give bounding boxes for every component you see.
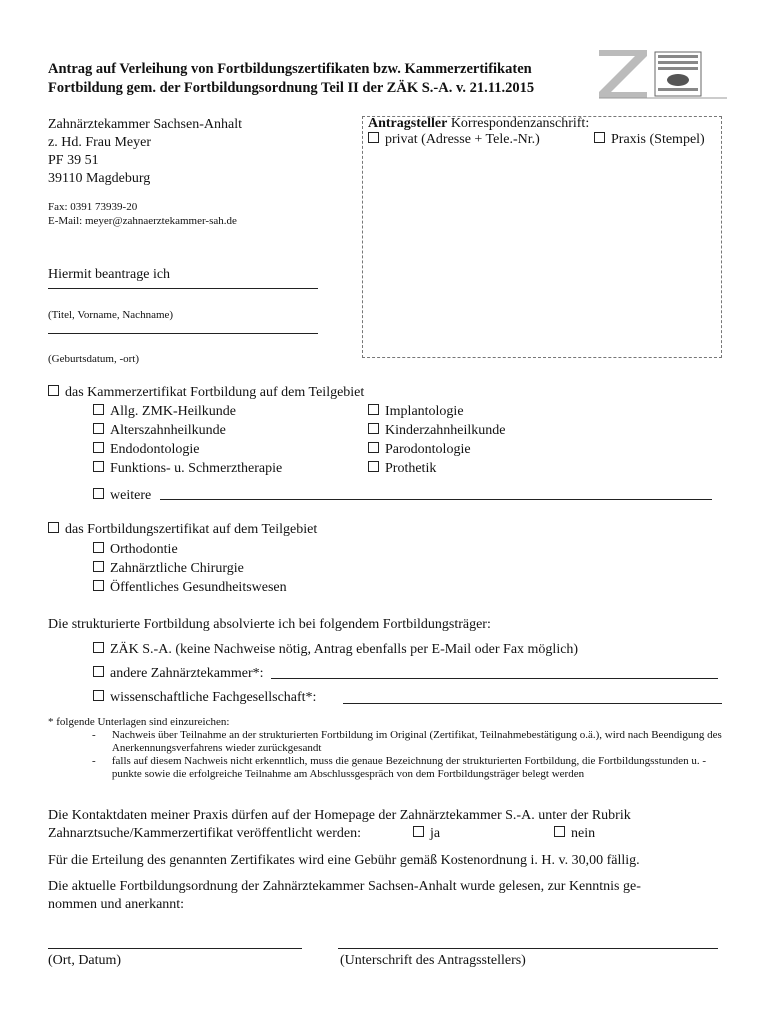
provider-zak[interactable] bbox=[93, 642, 578, 658]
place-date-line[interactable] bbox=[48, 948, 302, 949]
provider-society[interactable] bbox=[93, 690, 316, 706]
area-paro[interactable] bbox=[368, 442, 471, 458]
checkbox[interactable] bbox=[93, 423, 104, 434]
provider-other-chamber[interactable] bbox=[93, 666, 264, 682]
signature-line[interactable] bbox=[338, 948, 718, 949]
title-line-2: Fortbildung gem. der Fortbildungsordnung Teil II der ZÄK S.-A. v. 21.11.2015 bbox=[48, 80, 535, 96]
publish-yes-label: ja bbox=[430, 826, 441, 841]
address-line: 39110 Magdeburg bbox=[48, 171, 151, 186]
fax-number: Fax: 0391 73939-20 bbox=[48, 201, 138, 213]
address-line: Zahnärztekammer Sachsen-Anhalt bbox=[48, 117, 242, 132]
other-chamber-line[interactable] bbox=[271, 678, 718, 679]
note-bullet-text: Nachweis über Teilnahme an der strukturierten Fortbildung im Original (Zertifikat, Teilnahmebestätigung o.ä.), wird nach Beendigung des Anerkennungsverfahrens wieder zurückgesandt bbox=[111, 729, 722, 754]
area-prothetik[interactable] bbox=[368, 461, 436, 477]
applicant-stamp-box[interactable] bbox=[362, 116, 722, 358]
email-address: E-Mail: meyer@zahnaerztekammer-sah.de bbox=[48, 215, 237, 227]
private-option[interactable] bbox=[368, 132, 540, 147]
place-date-caption: (Ort, Datum) bbox=[48, 953, 122, 968]
checkbox[interactable] bbox=[93, 442, 104, 453]
publish-no[interactable] bbox=[554, 826, 595, 842]
area-label: Funktions- u. Schmerztherapie bbox=[110, 461, 283, 476]
fortbildung-option[interactable] bbox=[48, 522, 317, 538]
area-ortho[interactable] bbox=[93, 542, 178, 558]
request-intro: Hiermit beantrage ich bbox=[48, 267, 171, 282]
area-alters[interactable] bbox=[93, 423, 226, 439]
private-option-label: privat (Adresse + Tele.-Nr.) bbox=[385, 132, 540, 147]
checkbox[interactable] bbox=[48, 522, 59, 533]
applicant-heading bbox=[368, 116, 589, 132]
checkbox[interactable] bbox=[93, 642, 104, 653]
recipient-contact bbox=[48, 200, 237, 228]
publish-no-label: nein bbox=[571, 826, 596, 841]
area-kinder[interactable] bbox=[368, 423, 506, 439]
signature-caption: (Unterschrift des Antragsstellers) bbox=[340, 953, 526, 968]
note-bullet bbox=[48, 729, 728, 755]
area-label: Prothetik bbox=[385, 461, 437, 476]
practice-option[interactable] bbox=[594, 132, 705, 148]
checkbox[interactable] bbox=[368, 132, 379, 143]
checkbox[interactable] bbox=[48, 385, 59, 396]
checkbox[interactable] bbox=[368, 423, 379, 434]
address-line: PF 39 51 bbox=[48, 153, 99, 168]
applicant-label: Antragsteller bbox=[368, 116, 448, 131]
birth-line[interactable] bbox=[48, 333, 318, 334]
ack-line-2: nommen und anerkannt: bbox=[48, 897, 185, 912]
fee-text: Für die Erteilung des genannten Zertifikates wird eine Gebühr gemäß Kostenordnung i. H. v. 30,00 fällig. bbox=[48, 853, 640, 868]
title-line-1: Antrag auf Verleihung von Fortbildungszertifikaten bzw. Kammerzertifikaten bbox=[48, 61, 532, 77]
area-label: Endodontologie bbox=[110, 442, 200, 457]
checkbox[interactable] bbox=[93, 666, 104, 677]
society-line[interactable] bbox=[343, 703, 722, 704]
publish-text-2: Zahnarztsuche/Kammerzertifikat veröffentlicht werden: bbox=[48, 826, 362, 841]
birth-caption: (Geburtsdatum, -ort) bbox=[48, 353, 140, 365]
checkbox[interactable] bbox=[368, 442, 379, 453]
checkbox[interactable] bbox=[93, 580, 104, 591]
provider-label: andere Zahnärztekammer*: bbox=[110, 666, 264, 681]
area-allg-zmk[interactable] bbox=[93, 404, 236, 420]
checkbox[interactable] bbox=[554, 826, 565, 837]
checkbox[interactable] bbox=[368, 404, 379, 415]
checkbox[interactable] bbox=[413, 826, 424, 837]
required-documents-note bbox=[48, 716, 728, 781]
checkbox[interactable] bbox=[93, 461, 104, 472]
name-line[interactable] bbox=[48, 288, 318, 289]
document-title bbox=[48, 60, 534, 98]
area-funktion[interactable] bbox=[93, 461, 282, 477]
chamber-logo bbox=[597, 48, 729, 100]
area-label: Parodontologie bbox=[385, 442, 471, 457]
publish-yes[interactable] bbox=[413, 826, 440, 842]
area-label: Zahnärztliche Chirurgie bbox=[110, 561, 244, 576]
area-chirurgie[interactable] bbox=[93, 561, 244, 577]
practice-option-label: Praxis (Stempel) bbox=[611, 132, 705, 147]
checkbox[interactable] bbox=[93, 542, 104, 553]
correspondence-options bbox=[368, 132, 718, 148]
publish-text-1: Die Kontaktdaten meiner Praxis dürfen auf der Homepage der Zahnärztekammer S.-A. unter der Rubrik bbox=[48, 808, 631, 823]
checkbox[interactable] bbox=[93, 561, 104, 572]
checkbox[interactable] bbox=[93, 404, 104, 415]
bullet-dash: - bbox=[92, 755, 96, 767]
kammer-label: das Kammerzertifikat Fortbildung auf dem Teilgebiet bbox=[65, 385, 365, 400]
area-endo[interactable] bbox=[93, 442, 199, 458]
address-line: z. Hd. Frau Meyer bbox=[48, 135, 152, 150]
area-gesundheit[interactable] bbox=[93, 580, 287, 596]
correspondence-label: Korrespondenzanschrift: bbox=[447, 116, 590, 131]
area-implant[interactable] bbox=[368, 404, 464, 420]
area-label: Öffentliches Gesundheitswesen bbox=[110, 580, 287, 595]
note-heading: * folgende Unterlagen sind einzureichen: bbox=[48, 716, 230, 728]
kammer-option[interactable] bbox=[48, 385, 364, 401]
area-other-line[interactable] bbox=[160, 499, 712, 500]
checkbox[interactable] bbox=[93, 488, 104, 499]
name-caption: (Titel, Vorname, Nachname) bbox=[48, 309, 174, 321]
area-label: Alterszahnheilkunde bbox=[110, 423, 226, 438]
area-other-label: weitere bbox=[110, 488, 152, 503]
fortbildung-label: das Fortbildungszertifikat auf dem Teilgebiet bbox=[65, 522, 318, 537]
area-label: Kinderzahnheilkunde bbox=[385, 423, 506, 438]
area-label: Implantologie bbox=[385, 404, 464, 419]
checkbox[interactable] bbox=[368, 461, 379, 472]
provider-intro: Die strukturierte Fortbildung absolvierte ich bei folgendem Fortbildungsträger: bbox=[48, 617, 491, 632]
checkbox[interactable] bbox=[93, 690, 104, 701]
area-label: Allg. ZMK-Heilkunde bbox=[110, 404, 236, 419]
recipient-address bbox=[48, 116, 242, 188]
bullet-dash: - bbox=[92, 729, 96, 741]
area-other[interactable] bbox=[93, 488, 151, 504]
ack-line-1: Die aktuelle Fortbildungsordnung der Zahnärztekammer Sachsen-Anhalt wurde gelesen, zur Kenntnis ge- bbox=[48, 879, 641, 894]
checkbox[interactable] bbox=[594, 132, 605, 143]
provider-label: wissenschaftliche Fachgesellschaft*: bbox=[110, 690, 317, 705]
note-bullet bbox=[48, 755, 728, 781]
area-label: Orthodontie bbox=[110, 542, 178, 557]
note-bullet-text: falls auf diesem Nachweis nicht erkenntlich, muss die genaue Bezeichnung der strukturierten Fortbildung, die Fortbildungsstunden u. -punkte sowie die erfolgreiche Teilnahme am Abschlussgespräch von dem Fortbildungsträger belegt werden bbox=[111, 755, 707, 780]
provider-label: ZÄK S.-A. (keine Nachweise nötig, Antrag ebenfalls per E-Mail oder Fax möglich) bbox=[110, 642, 579, 657]
